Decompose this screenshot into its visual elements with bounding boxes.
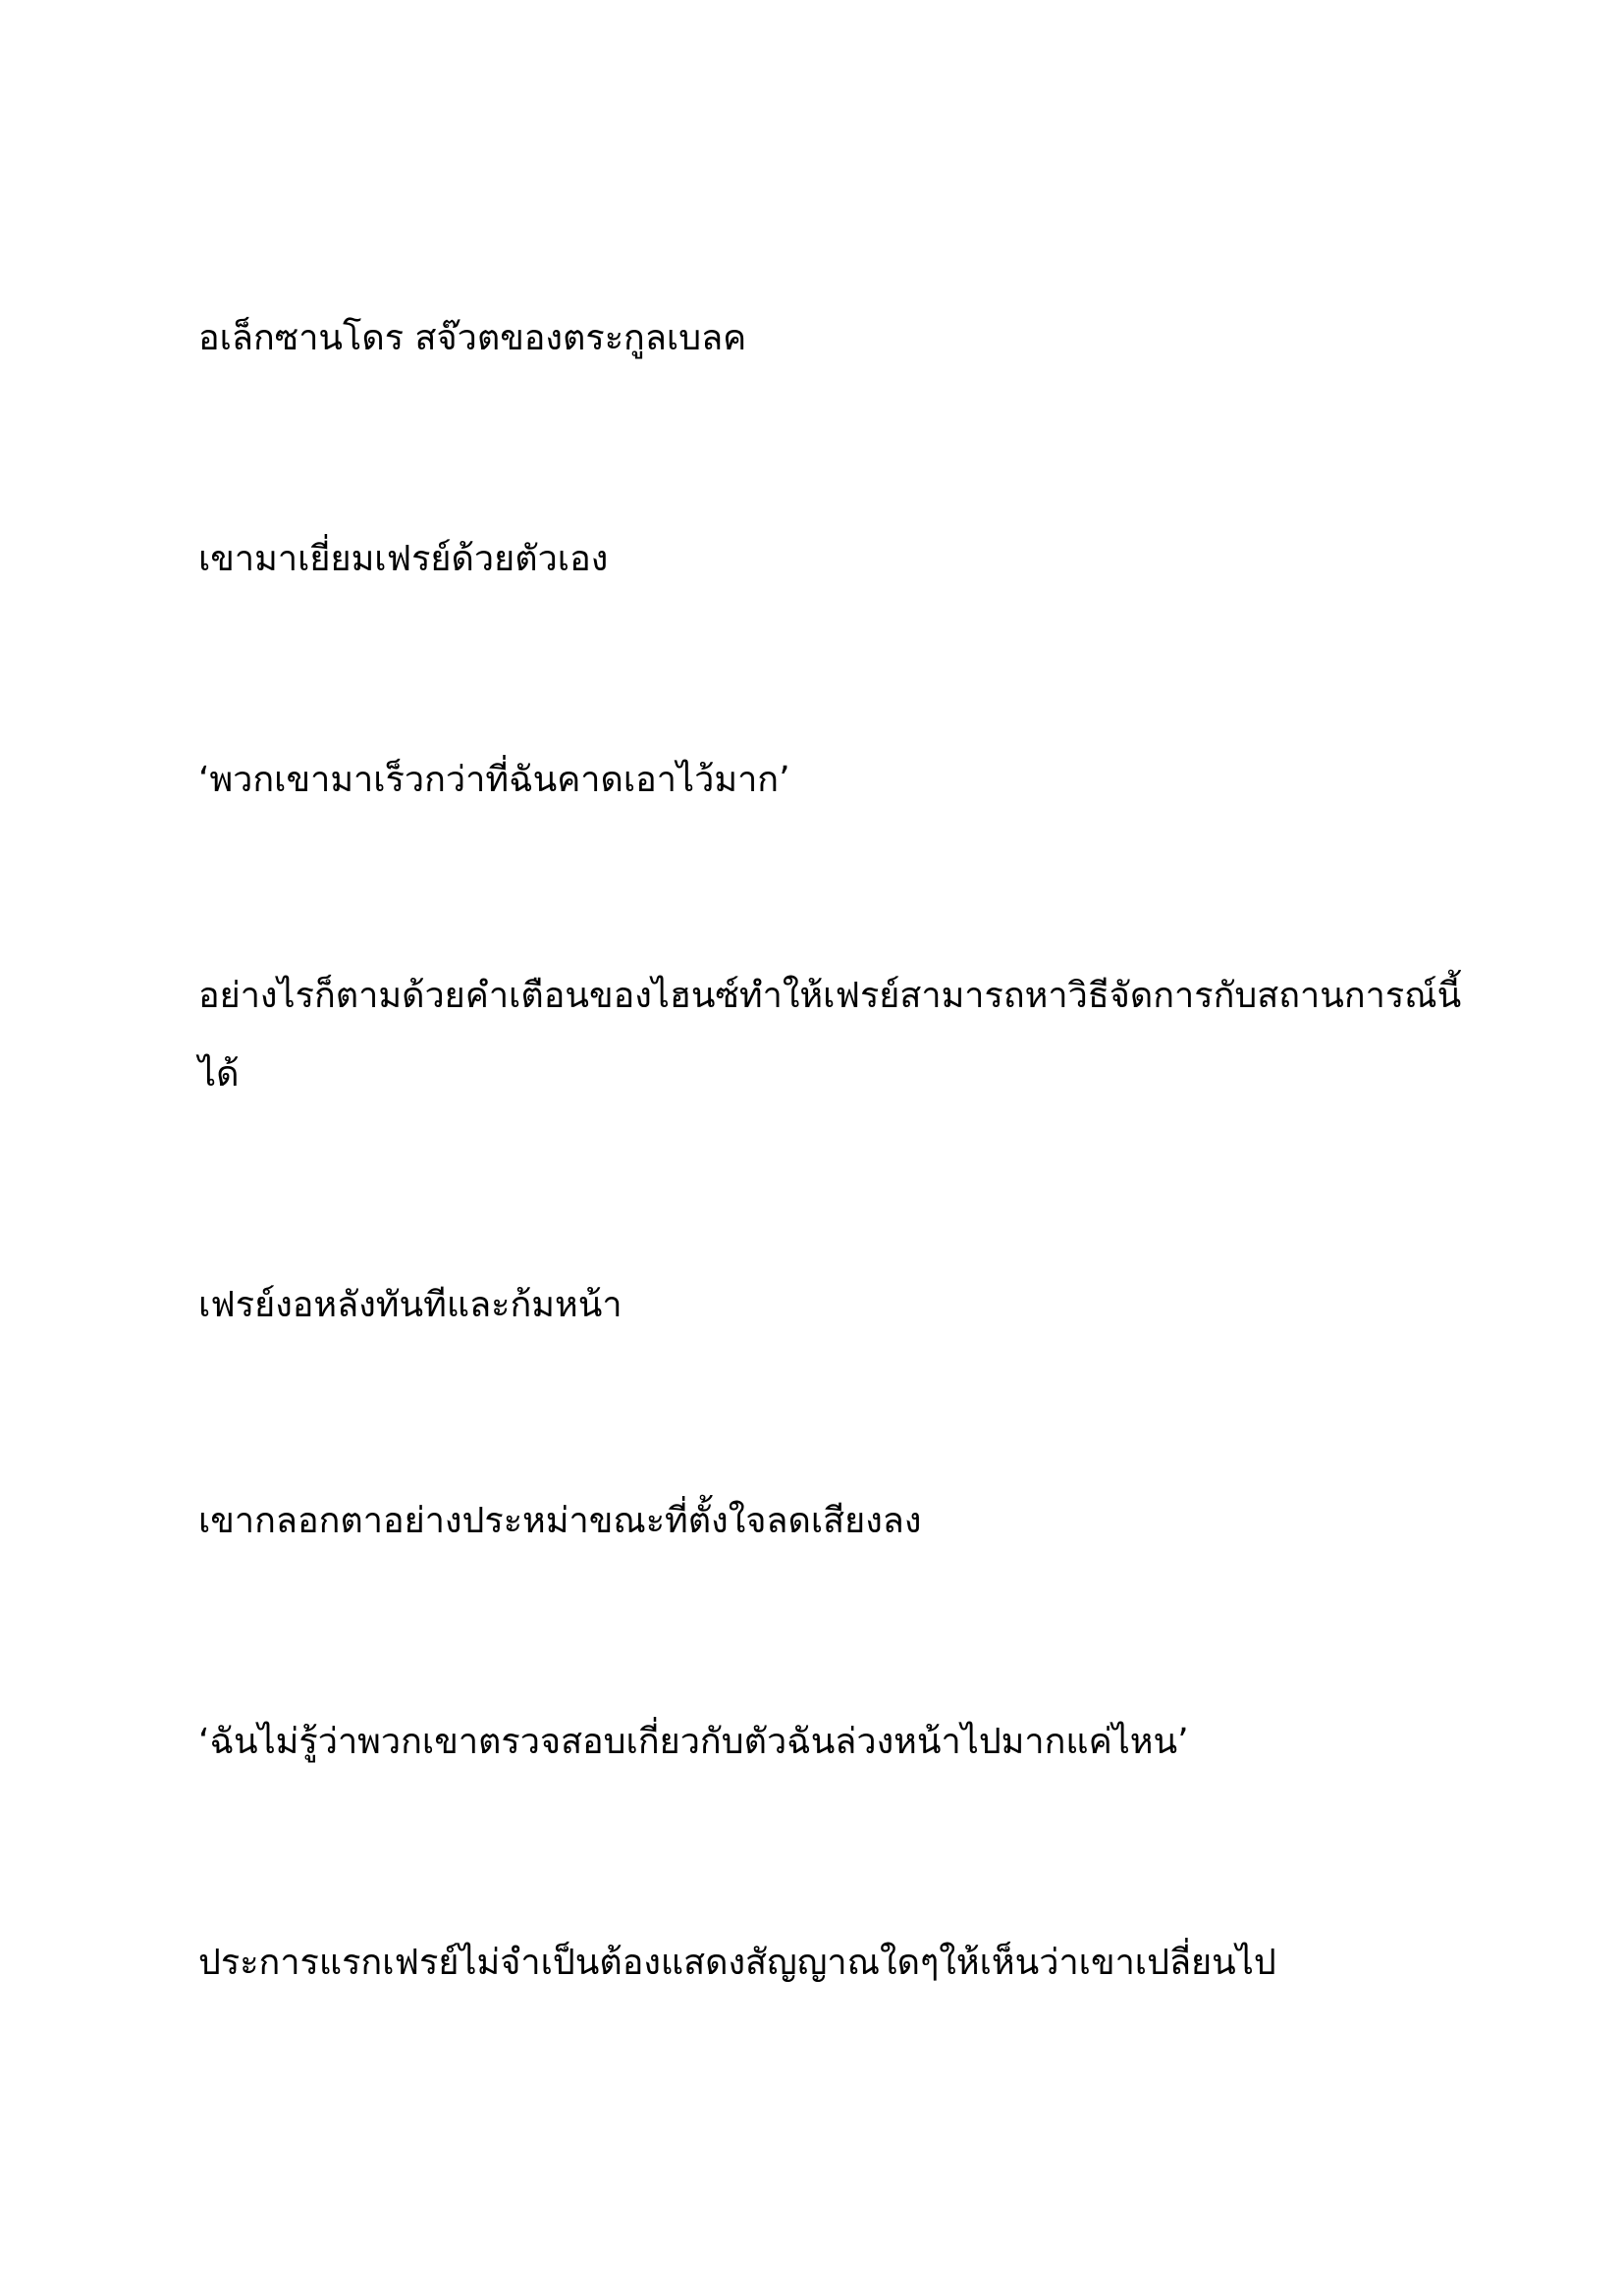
paragraph-7: ‘ฉันไม่รู้ว่าพวกเขาตรวจสอบเกี่ยวกับตัวฉันล่วงหน้าไปมากแค่ไหน’ <box>198 1722 1189 1762</box>
paragraph-3: ‘พวกเขามาเร็วกว่าที่ฉันคาดเอาไว้มาก’ <box>198 760 790 800</box>
paragraph-6: เขากลอกตาอย่างประหม่าขณะที่ตั้งใจลดเสียงลง <box>198 1501 922 1541</box>
paragraph-5: เฟรย์งอหลังทันทีและก้มหน้า <box>198 1285 623 1325</box>
paragraph-1: อเล็กซานโดร สจ๊วตของตระกูลเบลค <box>198 318 747 358</box>
paragraph-2: เขามาเยี่ยมเฟรย์ด้วยตัวเอง <box>198 539 609 579</box>
paragraph-8: ประการแรกเฟรย์ไม่จำเป็นต้องแสดงสัญญาณใดๆให้เห็นว่าเขาเปลี่ยนไป <box>198 1943 1276 1983</box>
paragraph-4: อย่างไรก็ตามด้วยคำเตือนของไฮนซ์ทำให้เฟรย์สามารถหาวิธีจัดการกับสถานการณ์นี้ได้ <box>198 976 1462 1095</box>
